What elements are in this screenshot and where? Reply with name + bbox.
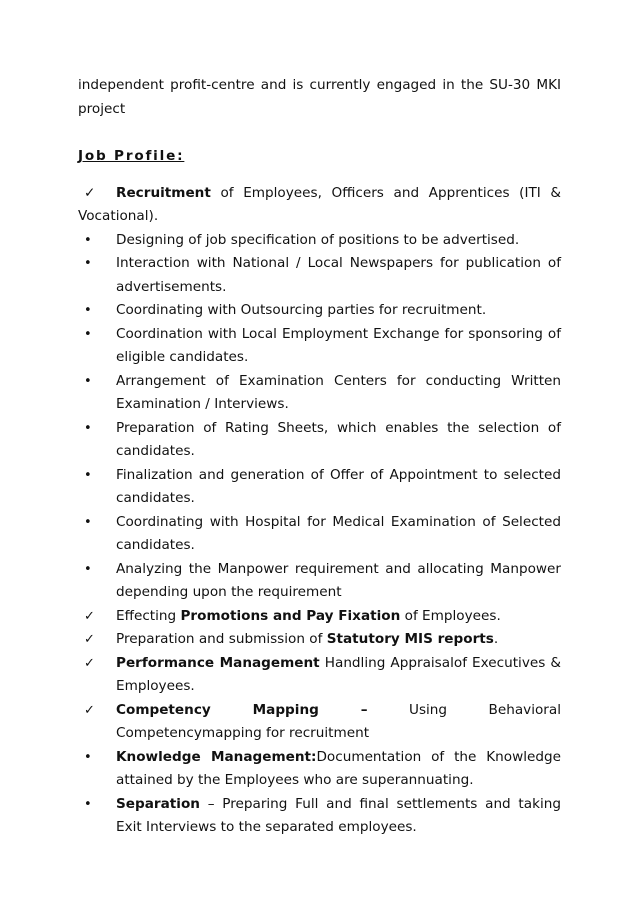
item-text: Preparation of Rating Sheets, which enables the selection of candidates.	[116, 419, 561, 459]
item-text: Arrangement of Examination Centers for conducting Written Examination / Interviews.	[116, 372, 561, 412]
list-item	[78, 652, 561, 699]
section-heading: Job Profile:	[78, 148, 185, 164]
check-mark-icon: ✓	[84, 632, 95, 647]
bullet-icon: •	[84, 561, 92, 577]
bullet-icon: •	[84, 467, 92, 483]
item-text: Coordinating with Outsourcing parties for recruitment.	[116, 302, 487, 318]
check-mark-icon: ✓	[84, 184, 96, 201]
bullet-icon: •	[84, 420, 92, 436]
list-item	[78, 299, 561, 323]
bullet-icon: •	[84, 373, 92, 389]
item-text: Designing of job specification of positions to be advertised.	[116, 231, 520, 248]
item-text: Handling Appraisalof Executives & Employees.	[116, 654, 561, 694]
item-text: – Preparing Full and final settlements and taking Exit Interviews to the separated employees.	[116, 795, 561, 835]
item-text: Coordination with Local Employment Exchange for sponsoring of eligible candidates.	[116, 325, 561, 365]
item-bold-text: Statutory MIS reports	[326, 631, 494, 647]
item-text: Preparation and submission of	[116, 631, 327, 647]
bullet-icon: •	[84, 514, 92, 530]
item-bold-text: Promotions and Pay Fixation	[180, 607, 401, 624]
list-item	[78, 229, 561, 253]
list-item	[78, 417, 561, 464]
item-text: of Employees, Officers and Apprentices (ITI & Vocational).	[78, 184, 561, 224]
item-text: Coordinating with Hospital for Medical Examination of Selected candidates.	[116, 513, 561, 553]
list-item	[78, 558, 561, 605]
item-bold-text: Separation	[116, 795, 200, 812]
check-mark-icon: ✓	[84, 655, 95, 671]
bullet-icon: •	[84, 232, 92, 248]
job-profile-list	[78, 182, 561, 840]
list-item	[78, 746, 561, 793]
bullet-icon: •	[84, 256, 92, 271]
item-bold-text: Recruitment	[116, 184, 211, 201]
item-text: .	[493, 631, 499, 647]
item-text: Documentation of the Knowledge attained by the Employees who are superannuating.	[116, 748, 561, 788]
item-bold-text: Knowledge Management:	[116, 748, 317, 765]
list-item	[78, 511, 561, 558]
item-text: Finalization and generation of Offer of Appointment to selected candidates.	[116, 466, 561, 506]
item-text: of Employees.	[400, 607, 501, 624]
item-bold-text: Performance Management	[116, 654, 320, 671]
list-item	[78, 370, 561, 417]
item-text: Effecting	[116, 607, 181, 624]
list-item	[78, 464, 561, 511]
check-mark-icon: ✓	[84, 608, 95, 624]
item-text: Using Behavioral Competencymapping for recruitment	[116, 701, 561, 741]
list-item	[78, 699, 561, 746]
list-item	[78, 628, 561, 652]
bullet-icon: •	[84, 796, 92, 812]
bullet-icon: •	[84, 326, 92, 342]
intro-paragraph: independent profit-centre and is currently engaged in the SU-30 MKI project	[78, 77, 561, 117]
list-item	[78, 182, 561, 229]
check-mark-icon: ✓	[84, 702, 95, 718]
item-bold-text: Competency Mapping –	[116, 701, 368, 718]
list-item	[78, 252, 561, 299]
list-item	[78, 793, 561, 840]
item-text: Interaction with National / Local Newspapers for publication of advertisements.	[116, 255, 561, 295]
item-text: Analyzing the Manpower requirement and allocating Manpower depending upon the requirement	[116, 560, 561, 600]
bullet-icon: •	[84, 303, 92, 318]
bullet-icon: •	[84, 749, 92, 765]
list-item	[78, 605, 561, 629]
list-item	[78, 323, 561, 370]
